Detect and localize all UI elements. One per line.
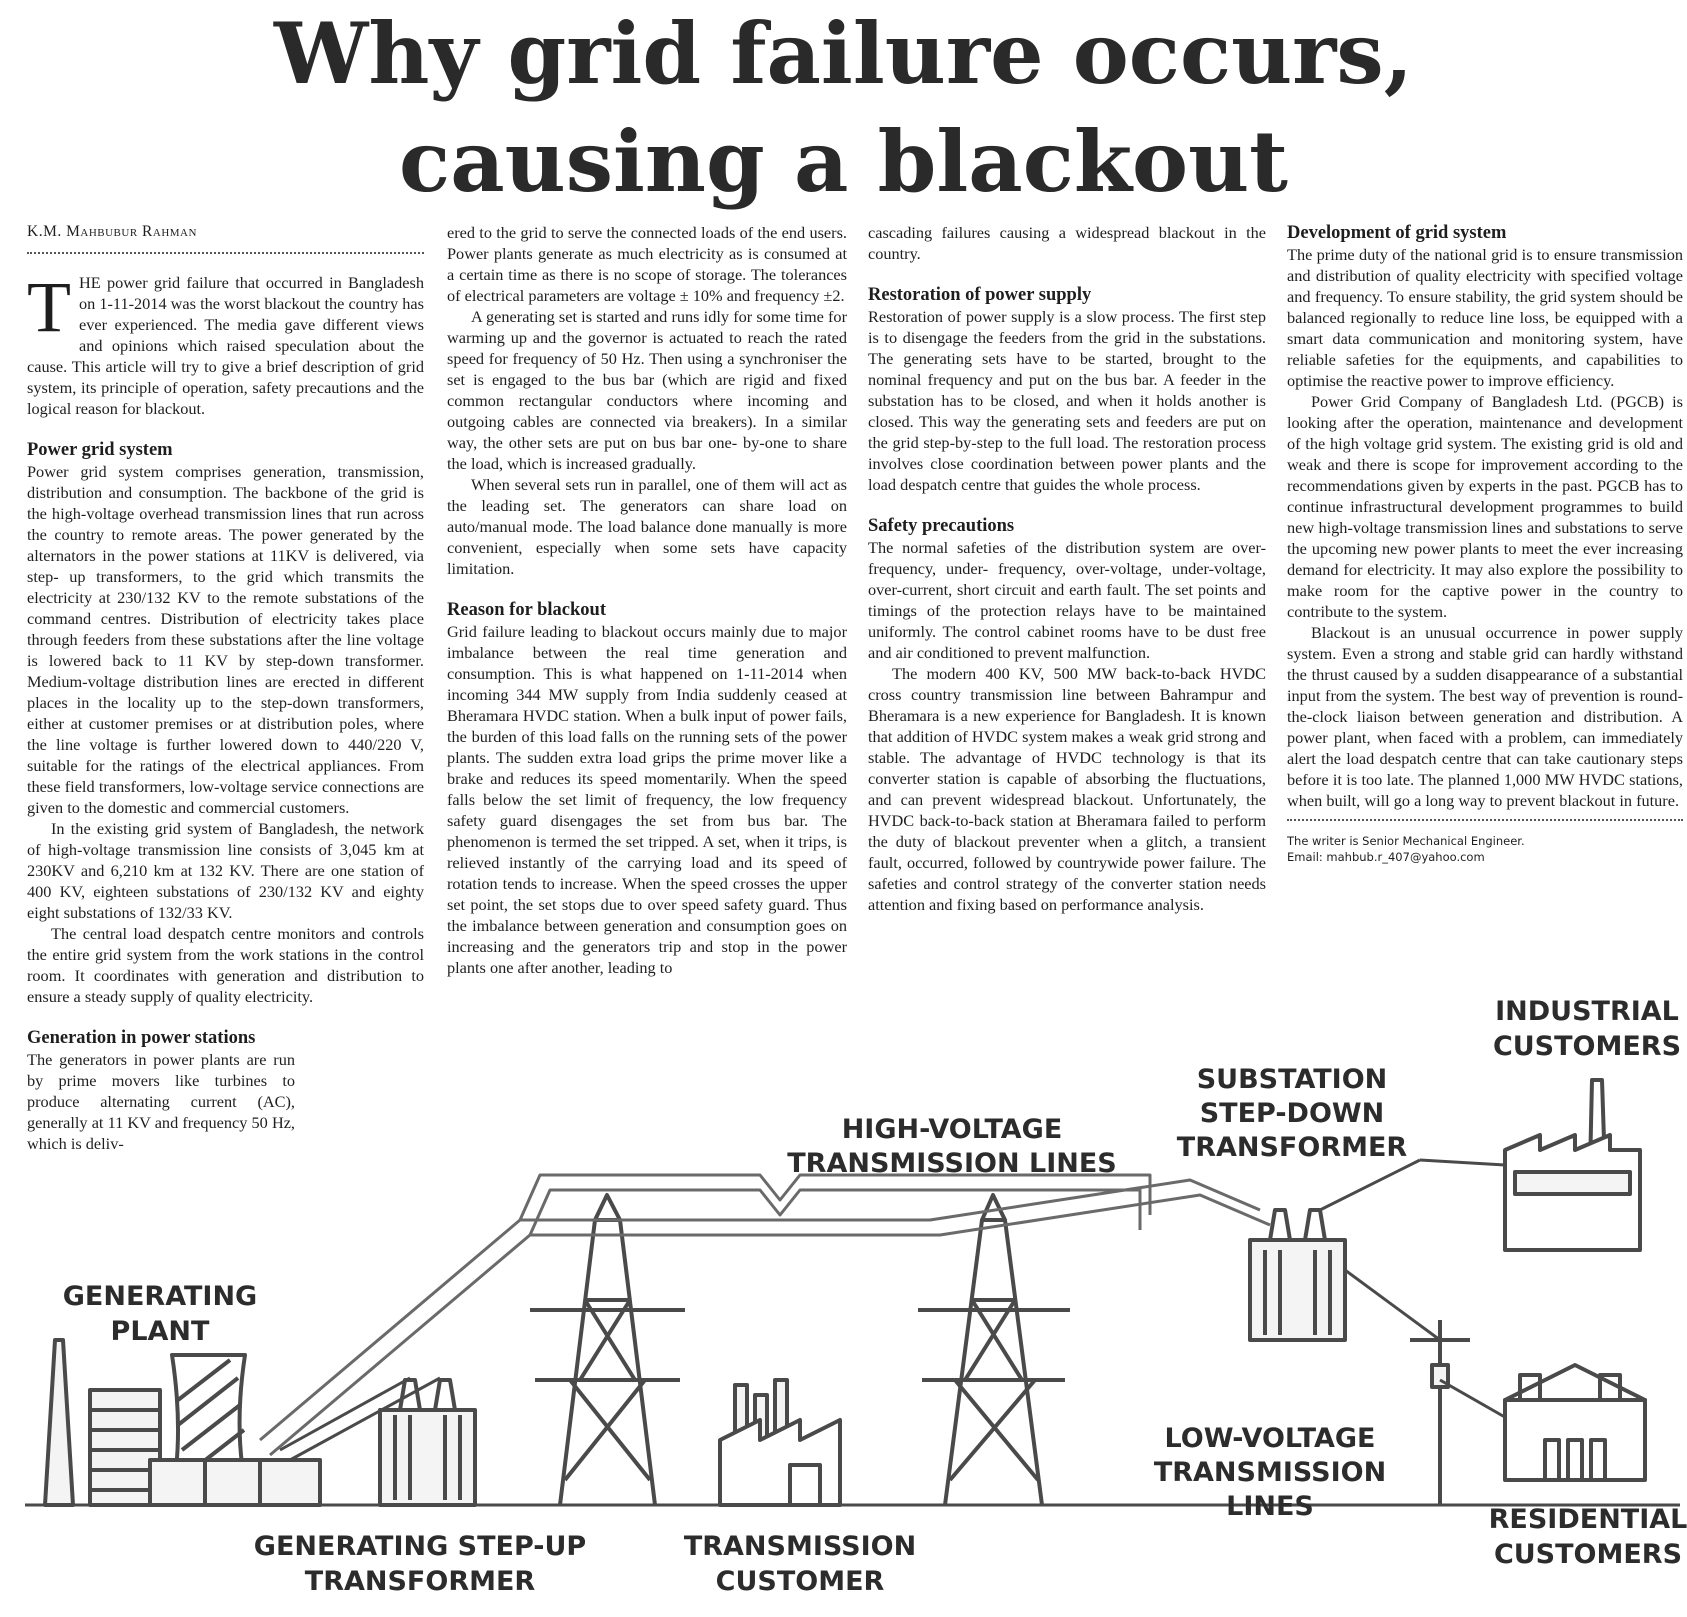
label-transmission-customer: CUSTOMER <box>715 1566 885 1597</box>
paragraph: A generating set is started and runs idly for some time for warming up and the governor is actuated to reach the rated speed for frequency of 50 Hz. Then using a synchroniser the set is engaged to the bus bar (which are rigid and fixed common rectangular conductors where incoming and outgoing cables are connected via breakers). In a similar way, the other sets are put on bus bar one- by-one to share the load, which is increased gradually. <box>447 307 847 473</box>
column-3 <box>868 222 1266 915</box>
paragraph: The prime duty of the national grid is to ensure transmission and distribution of quality electricity with specified voltage and frequency. To ensure stability, the grid system should be balanced regionally to reduce line loss, be equipped with a smart data communication and monitoring system, have reliable safeties for the equipments, and capabilities to optimise the reactive power to improve efficiency. <box>1287 245 1683 390</box>
paragraph: Grid failure leading to blackout occurs mainly due to major imbalance between the real time generation and consumption. This is what happened on 1-11-2014 when incoming 344 MW supply from India suddenly ceased at Bheramara HVDC station. When a bulk input of power fails, the burden of this load falls on the running sets of the power plants. The sudden extra load grips the prime mover like a brake and reduces its speed momentarily. When the speed falls below the set limit of frequency, the low frequency safety guard disengages the set from bus bar. The phenomenon is termed the set tripped. A set, when it trips, is relieved instantly of the carrying load and its speed of rotation tends to increase. When the speed crosses the upper set point, the set stops due to over speed safety guard. Thus the imbalance between generation and consumption goes on increasing and the generators trip and stop in the power plants one after another, leading to <box>447 622 847 977</box>
paragraph: cascading failures causing a widespread blackout in the country. <box>868 223 1266 263</box>
label-low-voltage-lines: LINES <box>1226 1491 1314 1522</box>
label-residential-customers: CUSTOMERS <box>1493 1539 1683 1570</box>
label-transmission-customer: TRANSMISSION <box>683 1531 917 1562</box>
column-4 <box>1287 222 1683 865</box>
drop-cap: T <box>27 267 71 347</box>
label-substation: TRANSFORMER <box>1176 1132 1408 1163</box>
section-heading: Generation in power stations <box>27 1028 256 1048</box>
paragraph: ered to the grid to serve the connected loads of the end users. Power plants generate as much electricity as is consumed at a certain time as there is no scope of storage. The tolerances of electrical parameters are voltage ± 10% and frequency ±2. <box>447 223 847 305</box>
divider <box>27 252 424 254</box>
section-heading: Safety precautions <box>868 516 1015 536</box>
label-generating-plant: GENERATING <box>62 1281 258 1312</box>
paragraph: The modern 400 KV, 500 MW back-to-back HVDC cross country transmission line between Bahrampur and Bheramara is a new experience for Bangladesh. It is known that addition of HVDC system makes a weak grid strong and stable. The advantage of HVDC technology is that its converter station is capable of absorbing the fluctuations, and can prevent widespread blackout. Unfortunately, the HVDC back-to-back station at Bheramara failed to perform the duty of blackout preventer when a glitch, a transient fault, occurred, followed by countrywide power failure. The safeties and control strategy of the converter station needs attention and fixing based on performance analysis. <box>868 664 1266 914</box>
industrial-customers-icon <box>1420 1080 1640 1250</box>
byline: K.M. Mahbubur Rahman <box>27 223 197 240</box>
label-residential-customers: RESIDENTIAL <box>1488 1504 1687 1535</box>
intro-text: HE power grid failure that occurred in Bangladesh on 1-11-2014 was the worst blackout the country has ever experienced. The media gave different views and opinions which raised speculation about the cause. This article will try to give a brief description of grid system, its principle of operation, safety precautions and the logical reason for blackout. <box>27 273 424 418</box>
column-2 <box>447 222 847 978</box>
paragraph: The generators in power plants are run by prime movers like turbines to produce alternating current (AC), generally at 11 KV and frequency 50 Hz, which is deliv- <box>27 1050 295 1153</box>
author-note <box>1287 833 1683 865</box>
paragraph: Restoration of power supply is a slow process. The first step is to disengage the feeders from the grid in the substations. The generating sets have to be started, brought to the nominal frequency and put on the bus bar. A feeder in the substation has to be closed, and when it holds another is closed. This way the generating sets and feeders are put on the grid step-by-step to the full load. The restoration process involves close coordination between power plants and the load despatch centre that guides the whole process. <box>868 307 1266 494</box>
paragraph: In the existing grid system of Bangladesh, the network of high-voltage transmission line consists of 3,045 km at 230KV and 6,210 km at 132 KV. There are one station of 400 KV, eighteen substations of 230/132 KV and eighty eight substations of 132/33 KV. <box>27 819 424 922</box>
paragraph: Power Grid Company of Bangladesh Ltd. (PGCB) is looking after the operation, maintenance and development of the high voltage grid system. The existing grid is old and weak and there is scope for improvement according to the recommendations given by experts in the past. PGCB has to continue infrastructural development programmes to build new high-voltage transmission lines and substations to serve the upcoming new power plants to meet the ever increasing demand for electricity. It may also explore the possibility to make room for the captive power in the country to contribute to the system. <box>1287 392 1683 621</box>
author-email: Email: mahbub.r_407@yahoo.com <box>1287 850 1485 864</box>
label-step-up-transformer: GENERATING STEP-UP <box>253 1531 587 1562</box>
paragraph: Blackout is an unusual occurrence in power supply system. Even a strong and stable grid can hardly withstand the thrust caused by a sudden disappearance of a substantial input from the system. The best way of prevention is round-the-clock liaison between generation and distribution. A power plant, when faced with a problem, can immediately alert the load despatch centre that can take cautionary steps before it is too late. The planned 1,000 MW HVDC stations, when built, will go a long way to prevent blackout in future. <box>1287 623 1683 810</box>
label-substation: STEP-DOWN <box>1199 1098 1385 1129</box>
paragraph: When several sets run in parallel, one of them will act as the leading set. The generators can share load on auto/manual mode. The load balance done manually is more convenient, especially when some sets have capacity limitation. <box>447 475 847 578</box>
label-industrial-customers: INDUSTRIAL <box>1495 996 1679 1027</box>
label-high-voltage-lines: HIGH-VOLTAGE <box>841 1114 1063 1145</box>
author-note-line: The writer is Senior Mechanical Engineer. <box>1287 834 1525 848</box>
paragraph: Power grid system comprises generation, transmission, distribution and consumption. The backbone of the grid is the high-voltage overhead transmission lines that run across the country to remote areas. The power generated by the alternators in the power stations at 11KV is delivered, via step- up transformers, to the grid which transmits the electricity at 230/132 KV to the remote substations of the command centres. Distribution of electricity takes place through feeders from these substations after the line voltage is lowered back to 11 KV by step-down transformer. Medium-voltage distribution lines are erected in different places in the locality up to the step-down transformers, either at customer premises or at distribution poles, where the line voltage is further lowered down to 440/220 V, suitable for the ratings of the electrical appliances. From these field transformers, low-voltage service connections are given to the domestic and commercial customers. <box>27 462 424 817</box>
label-low-voltage-lines: TRANSMISSION <box>1153 1457 1387 1488</box>
label-substation: SUBSTATION <box>1196 1064 1388 1095</box>
transmission-tower-icon <box>918 1195 1070 1505</box>
section-heading: Reason for blackout <box>447 600 606 620</box>
intro-paragraph <box>27 267 424 419</box>
column-1 <box>27 222 424 1154</box>
transmission-tower-icon <box>530 1195 685 1505</box>
label-industrial-customers: CUSTOMERS <box>1492 1031 1682 1062</box>
divider <box>1287 819 1683 821</box>
label-low-voltage-lines: LOW-VOLTAGE <box>1164 1423 1376 1454</box>
residential-customers-icon <box>1505 1365 1645 1480</box>
transmission-customer-icon <box>720 1380 840 1505</box>
label-step-up-transformer: TRANSFORMER <box>304 1566 536 1597</box>
label-high-voltage-lines: TRANSMISSION LINES <box>787 1148 1117 1179</box>
section-heading: Power grid system <box>27 440 173 460</box>
section-heading: Restoration of power supply <box>868 285 1092 305</box>
label-generating-plant: PLANT <box>110 1316 210 1347</box>
headline-line-2: causing a blackout <box>399 112 1288 211</box>
section-heading: Development of grid system <box>1287 223 1507 243</box>
paragraph: The central load despatch centre monitors and controls the entire grid system from the work stations in the control room. It coordinates with generation and distribution to ensure a steady supply of quality electricity. <box>27 924 424 1006</box>
substation-transformer-icon <box>1250 1160 1420 1340</box>
headline-line-1: Why grid failure occurs, <box>274 4 1413 103</box>
paragraph: The normal safeties of the distribution system are over-frequency, under- frequency, over-voltage, under-voltage, over-current, short circuit and earth fault. The set points and timings of the protection relays have to be maintained uniformly. The control cabinet rooms have to be dust free and air conditioned to prevent malfunction. <box>868 538 1266 662</box>
